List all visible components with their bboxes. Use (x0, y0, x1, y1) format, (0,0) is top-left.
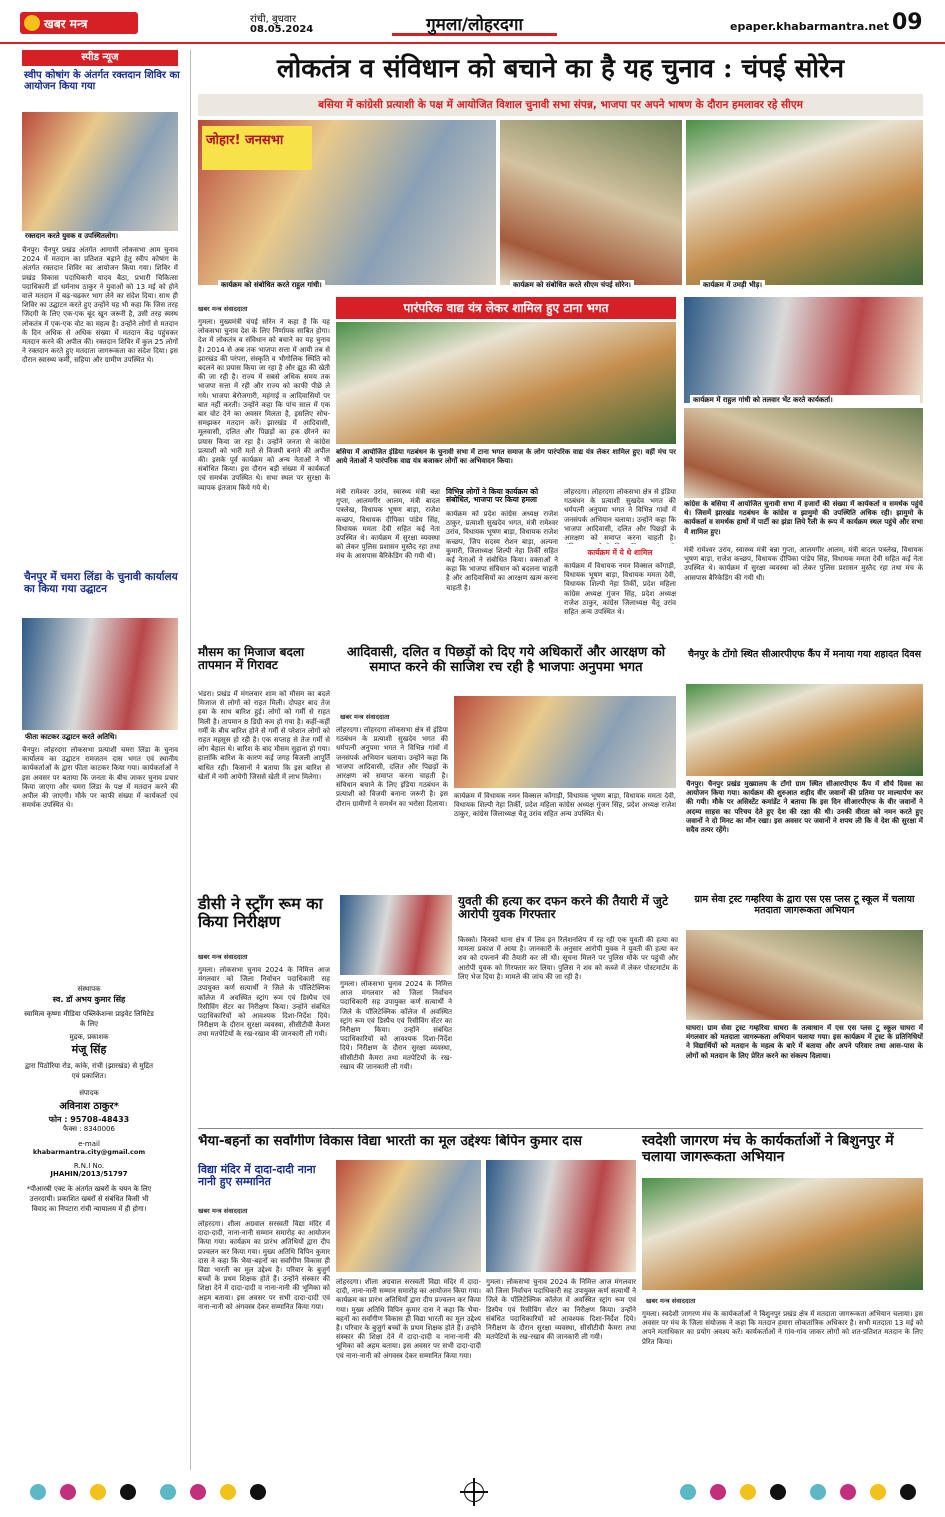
dc-photo (340, 895, 452, 975)
lead-headline: लोकतंत्र व संविधान को बचाने का है यह चुनाव : चंपई सोरेन (276, 54, 845, 84)
lead-caption1: कार्यक्रम को संबोधित करते राहुल गांधी। (218, 280, 325, 291)
right-caption-sword: कार्यक्रम में राहुल गांधी को तलवार भेंट करते कार्यकर्ता। (690, 395, 920, 406)
lead-photo-rally (198, 120, 496, 285)
swadeshi-byline: खबर मन्त्र संवाददाता (646, 1297, 696, 1305)
weather-body: भंडरा। प्रखंड में मंगलवार शाम को मौसम का बदले मिजाज से लोगों को राहत मिली। दोपहर बाद तेज हवा के साथ बारिश हुई। लोगों को गर्मी से राहत मिली है। तापमान 8 डिग्री कम हो गया है। कहीं-कहीं गर्मी के बीच बारिश होने से गर्मी से परेशान लोगों को राहत महसूस हो रही है। एक सप्ताह से तेज गर्मी से लोग बेहाल थे। बारिश के बाद मौसम सुहाना हो गया। हालांकि बारिश के कारण कई जगह बिजली आपूर्ति बाधित रही। किसानों ने बताया कि इस बारिश से खेतों में नमी आयेगी जिससे खेती में लाभ मिलेगा। (198, 690, 330, 781)
traditional-list-title: कार्यक्रम में ये थे शामिल (587, 548, 653, 557)
lead-photo-crowd (686, 120, 923, 285)
imprint-owner: स्वामित्व कृष्णा मीडिया पब्लिकेशन्स प्राइवेट लिमिटेड के लिए (24, 1010, 154, 1028)
color-dot-black-3 (770, 1484, 786, 1500)
imprint-rni-label: R.N.I No. (73, 1162, 105, 1170)
murder-headline: युवती की हत्या कर दफन करने की तैयारी में जुटे आरोपी युवक गिरफ्तार (458, 894, 668, 922)
color-dot-yellow-4 (870, 1484, 886, 1500)
gramsewa-photo (686, 930, 923, 1020)
imprint-email[interactable]: khabarmantra.city@gmail.com (32, 1148, 146, 1156)
swadeshi-photo (642, 1178, 923, 1290)
lead-body-col2-text: मंत्री रामेश्वर उरांव, स्वास्थ्य मंत्री बन्ना गुप्ता, आलमगीर आलम, मंत्री बादल पत्रलेख, विधायक भूषण बाड़ा, राजेश कच्छप, विधायक दीपिका पांडेय सिंह, विधायक ममता देवी सहित कई नेता उपस्थित थे। कार्यक्रम में सुरक्षा व्यवस्था को लेकर पुलिस प्रशासन मुस्तैद रहा तथा मंच के आसपास बैरिकेडिंग की गयी थी। (336, 488, 440, 561)
anupama-body-col2 (454, 792, 676, 888)
color-dot-magenta-4 (840, 1484, 856, 1500)
color-dot-yellow-3 (740, 1484, 756, 1500)
gramsewa-headline: ग्राम सेवा ट्रस्ट गम्हरिया के द्वारा एस एस प्लस टू स्कूल में चलाया मतदाता जागरूकता अभियान (694, 894, 915, 916)
dc-byline: खबर मन्त्र संवाददाता (198, 953, 248, 961)
story1-photo (22, 112, 178, 234)
lead-photo-cm (500, 120, 682, 285)
story1-body: चैनपुर। चैनपुर प्रखंड अंतर्गत आगामी लोकसभा आम चुनाव 2024 में मतदान का प्रतिशत बढ़ाने हेतु स्वीप कोषांग के अंतर्गत रक्तदान शिविर का आयोजन किया गया। शिविर में प्रखंड विकास पदाधिकारी यादव बैठा, प्रभारी चिकित्सा पदाधिकारी डॉ धर्मनाथ ठाकुर ने युवाओं को 13 मई को होने वाले मतदान में बढ़-चढ़कर भाग लेने का संदेश दिया। साथ ही शिविर का उद्घाटन करते हुए उन्होंने यह भी कहा कि जिस तरह जिंदगी के लिए एक-एक बूंद खून जरूरी है, उसी तरह स्वस्थ लोकतंत्र में एक-एक वोट का महत्व है। उन्होंने लोगों से मतदान के दिन अधिक से अधिक संख्या में मतदान केंद्र पहुंचकर मतदान करने की अपील की। रक्तदान शिविर में कुल 25 लोगों ने रक्तदान करते हुए मतदाता जागरूकता का संदेश दिया। इस दौरान स्वास्थ्य कर्मी, सहिया और ग्रामीण उपस्थित थे। (22, 246, 178, 365)
rally-banner (202, 126, 312, 170)
swadeshi-headline: स्वदेशी जागरण मंच के कार्यकर्ताओं ने बिशुनपुर में चलाया जागरूकता अभियान (642, 1133, 894, 1165)
color-dot-yellow-2 (220, 1484, 236, 1500)
imprint-legal-note: *पीआरबी एक्ट के अंतर्गत खबरों के चयन के लिए उत्तरदायी। प्रकाशित खबरों से संबंधित किसी भी विवाद का निपटारा रांची न्यायालय में ही होगा। (26, 1185, 152, 1213)
imprint-printing: द्वारा पिठोरिया रोड, कांके, रांची (झारखंड) से मुद्रित एवं प्रकाशित। (24, 1062, 154, 1080)
right-body-continued-text: मंत्री रामेश्वर उरांव, स्वास्थ्य मंत्री बन्ना गुप्ता, आलमगीर आलम, मंत्री बादल पत्रलेख, विधायक भूषण बाड़ा, राजेश कच्छप, विधायक दीपिका पांडेय सिंह, विधायक ममता देवी सहित कई नेता उपस्थित थे। कार्यक्रम में सुरक्षा व्यवस्था को लेकर पुलिस प्रशासन मुस्तैद रहा तथा मंच के आसपास बैरिकेडिंग की गयी थी। (684, 546, 923, 582)
traditional-subheadline: विभिन्न लोगों ने किया कार्यक्रम को संबोधित, भाजपा पर किया हमला (446, 487, 539, 505)
gramsewa-body: घाघरा। ग्राम सेवा ट्रस्ट गम्हरिया घाघरा के तत्वाधान में एस एस प्लस टू स्कूल घाघरा में मंगलवार को मतदाता जागरूकता अभियान चलाया गया। इस कार्यक्रम में ट्रस्ट के प्रतिनिधियों ने विद्यार्थियों को मतदान के महत्व के बारे में बताया और अपने परिवार तथा आस-पास के लोगों को मतदान के लिए प्रेरित करने का संकल्प दिलाया। (686, 1024, 923, 1060)
imprint-label-founder: संस्थापक (77, 985, 101, 993)
vidya-top-headline: भैया-बहनों का सर्वांगीण विकास विद्या भारती का मूल उद्देश्यः बिपिन कुमार दास (198, 1134, 582, 1149)
vidya-photo2 (486, 1160, 636, 1272)
traditional-body-col2-text: लोहरदगा। लोहरदगा लोकसभा क्षेत्र से इंडिया गठबंधन के प्रत्याशी सुखदेव भगत की धर्मपत्नी अनुपमा भगत ने विभिन्न गांवों में जनसंपर्क अभियान चलाया। उन्होंने कहा कि भाजपा आदिवासी, दलित और पिछड़ों के आरक्षण को समाप्त करना चाहती है। (564, 488, 676, 543)
anupama-byline: खबर मन्त्र संवाददाता (340, 713, 390, 721)
vidya-photo1 (336, 1160, 481, 1272)
traditional-body-col2 (564, 488, 676, 544)
rally-banner-text: जोहार! जनसभा (206, 133, 284, 148)
right-body-march: कांग्रेस के बसिया में आयोजित चुनावी सभा में हजारों की संख्या में कार्यकर्ता व समर्थक पहुंचे थे। जिसमें झारखंड गठबंधन के कांग्रेस व झामुमो की उपस्थिति अधिक रही। झामुमो के कार्यकर्ता व समर्थक हाथों में पार्टी का झंडा लिये रैली के रूप में कार्यक्रम स्थल पहुंचे और सभा में शामिल हुए। (684, 500, 923, 536)
anupama-headline: आदिवासी, दलित व पिछड़ों को दिए गये अधिकारों और आरक्षण को समाप्त करने की साजिश रच रही है भाजपाः अनुपमा भगत (346, 645, 666, 675)
lead-caption2: कार्यक्रम को संबोधित करते सीएम चंपई सोरेन। (510, 280, 634, 291)
traditional-list-body: कार्यक्रम में विधायक नमन विक्सल कोंगाड़ी, विधायक भूषण बाड़ा, विधायक ममता देवी, विधायक शिल्पी नेहा तिर्की, प्रदेश महिला कांग्रेस अध्यक्ष गुंजन सिंह, प्रदेश अध्यक्ष राजेश ठाकुर, कांग्रेस जिलाध्यक्ष चैतू उरांव सहित अन्य उपस्थित थे। (564, 562, 676, 617)
color-dot-magenta (60, 1484, 76, 1500)
crpf-photo (686, 684, 923, 776)
lead-body: गुमला। मुख्यमंत्री चंपई सोरेन ने कहा है कि यह लोकसभा चुनाव देश के लिए निर्णायक साबित होगा। देश में लोकतंत्र व संविधान को बचाने का यह चुनाव है। 2014 से अब तक भाजपा सत्ता में आयी तब से झारखंड की परंपरा, संस्कृति व भौगोलिक स्थिति को बदलने का प्रयास किया जा रहा है और झूठ की खेती की जा रही है। राज्य में सबसे अधिक समय तक भाजपा सत्ता में रही और राज्य को काफी पीछे ले गये। भाजपा बेरोजगारी, महंगाई व आदिवासियों पर बात नहीं करती। उन्होंने कहा कि पांच साल में एक बार वोट देने का अवसर मिलता है, इसलिए सोच-समझकर मतदान करें। झारखंड में आदिवासी, मूलवासी, दलित और पिछड़ों का हक छीनने का प्रयास किया जा रहा है। उन्होंने जनता से कांग्रेस प्रत्याशी को भारी मतों से विजयी बनाने की अपील की। इसके पूर्व कार्यक्रम को अन्य नेताओं ने भी संबोधित किया। इस दौरान बड़ी संख्या में कार्यकर्ता एवं समर्थक उपस्थित थे। सभा स्थल पर सुरक्षा के व्यापक इंतजाम किये गये थे। (198, 318, 330, 492)
speed-news-label: स्पीड न्यूज (22, 50, 178, 66)
lead-caption3: कार्यक्रम में उमड़ी भीड़। (700, 280, 765, 291)
color-dot-yellow (90, 1484, 106, 1500)
bottom-divider (198, 1128, 923, 1129)
imprint-email-label: e-mail (78, 1140, 100, 1148)
imprint-label-editor: संपादक (79, 1089, 99, 1097)
masthead (0, 0, 945, 44)
color-dot-cyan-2 (160, 1484, 176, 1500)
color-dot-cyan-4 (810, 1484, 826, 1500)
brand-name: खबर मन्त्र (44, 17, 88, 31)
lead-byline: खबर मन्त्र संवाददाता (198, 305, 248, 313)
story1-caption: रक्तदान करते युवक व उपस्थितलोग। (22, 231, 178, 242)
vidya-body-col2-text: लोहरदगा। शीला अग्रवाल सरस्वती विद्या मंदिर में दादा-दादी, नाना-नानी सम्मान समारोह का आयोजन किया गया। कार्यक्रम का प्रारंभ अतिथियों द्वारा दीप प्रज्वलन कर किया गया। मुख्य अतिथि विपिन कुमार दास ने कहा कि भैया-बहनों का सर्वांगीण विकास ही विद्या भारती का मूल उद्देश्य है। परिवार के बुजुर्ग बच्चों के प्रथम शिक्षक होते हैं। उन्होंने संस्कार की शिक्षा देने में दादा-दादी व नाना-नानी की भूमिका को अहम बताया। इस अवसर पर सभी दादा-दादी एवं नाना-नानी को अंगवस्त्र देकर सम्मानित किया गया। (336, 1278, 481, 1360)
imprint-editor: अविनाश ठाकुर* (59, 1101, 119, 1112)
imprint-publisher: मंजू सिंह (71, 1043, 107, 1056)
color-dot-magenta-3 (710, 1484, 726, 1500)
color-dot-black (120, 1484, 136, 1500)
color-dot-magenta-2 (190, 1484, 206, 1500)
imprint-label-publisher: मुद्रक, प्रकाशक (69, 1033, 109, 1041)
traditional-body: कार्यक्रम को प्रदेश कांग्रेस अध्यक्ष राजेश ठाकुर, प्रत्याशी सुखदेव भगत, मंत्री रामेश्वर उरांव, विधायक भूषण बाड़ा, विधायक राजेश कच्छप, जिप सदस्य रोशन बाड़ा, अल्पना कुमारी, जिलाध्यक्ष शिल्पी नेहा तिर्की सहित कई नेताओं ने संबोधित किया। वक्ताओं ने कहा कि भाजपा संविधान को बदलना चाहती है और आदिवासियों का आरक्षण खत्म करना चाहती है। (446, 510, 558, 592)
page-number: 09 (892, 10, 923, 35)
story2-headline: चैनपुर में चमरा लिंडा के चुनावी कार्यालय का किया गया उद्घाटन (24, 571, 178, 595)
right-body-continued (684, 546, 923, 638)
vidya-body-col3 (486, 1278, 636, 1470)
weather-headline: मौसम का मिजाज बदला तापमान में गिरावट (198, 645, 305, 673)
dc-body: गुमला। लोकसभा चुनाव 2024 के निमित्त आज मंगलवार को जिला निर्वाचन पदाधिकारी सह उपायुक्त कर्ण सत्यार्थी ने जिले के पॉलिटेक्निक कॉलेज में अवस्थित स्ट्रांग रूम एवं डिस्पैच एवं रिसीविंग सेंटर का निरीक्षण किया। उन्होंने संबंधित पदाधिकारियों को आवश्यक दिशा-निर्देश दिये। निरीक्षण के दौरान सुरक्षा व्यवस्था, सीसीटीवी कैमरा तथा मतपेटियों के रख-रखाव की जानकारी ली गयी। (198, 966, 330, 1039)
crpf-headline: चैनपुर के टोंगो स्थित सीआरपीएफ कैंप में मनाया गया शहादत दिवस (687, 649, 922, 660)
anupama-body: लोहरदगा। लोहरदगा लोकसभा क्षेत्र से इंडिया गठबंधन के प्रत्याशी सुखदेव भगत की धर्मपत्नी अनुपमा भगत ने विभिन्न गांवों में जनसंपर्क अभियान चलाया। उन्होंने कहा कि भाजपा आदिवासी, दलित और पिछड़ों के आरक्षण को समाप्त करना चाहती है। संविधान बचाने के लिए इंडिया गठबंधन के प्रत्याशी को विजयी बनाना जरूरी है। इस दौरान ग्रामीणों ने समर्थन का भरोसा दिलाया। (336, 726, 448, 808)
murder-body: किस्को। किस्को थाना क्षेत्र में लिव इन रिलेशनशिप में रह रही एक युवती की हत्या का मामला प्रकाश में आया है। जानकारी के अनुसार आरोपी युवक ने युवती की हत्या कर शव को दफनाने की तैयारी कर ली थी। सूचना मिलने पर पुलिस मौके पर पहुंची और आरोपी युवक को गिरफ्तार कर लिया। पुलिस ने शव को कब्जे में लेकर पोस्टमार्टम के लिए भेज दिया है। मामले की जांच की जा रही है। (458, 936, 678, 981)
brand-logo-icon (24, 15, 40, 31)
anupama-photo (454, 696, 676, 788)
vidya-body-col3-text: गुमला। लोकसभा चुनाव 2024 के निमित्त आज मंगलवार को जिला निर्वाचन पदाधिकारी सह उपायुक्त कर्ण सत्यार्थी ने जिले के पॉलिटेक्निक कॉलेज में अवस्थित स्ट्रांग रूम एवं डिस्पैच एवं रिसीविंग सेंटर का निरीक्षण किया। उन्होंने संबंधित पदाधिकारियों को आवश्यक दिशा-निर्देश दिये। निरीक्षण के दौरान सुरक्षा व्यवस्था, सीसीटीवी कैमरा तथा मतपेटियों के रख-रखाव की जानकारी ली गयी। (486, 1278, 636, 1342)
registration-marks (0, 1478, 945, 1508)
right-photo-march (684, 408, 923, 498)
anupama-body-col2-text: कार्यक्रम में विधायक नमन विक्सल कोंगाड़ी, विधायक भूषण बाड़ा, विधायक ममता देवी, विधायक शिल्पी नेहा तिर्की, प्रदेश महिला कांग्रेस अध्यक्ष गुंजन सिंह, प्रदेश अध्यक्ष राजेश ठाकुर, कांग्रेस जिलाध्यक्ष चैतू उरांव सहित अन्य उपस्थित थे। (454, 792, 676, 819)
section-title: गुमला/लोहरदगा (392, 12, 557, 36)
right-photo-sword (684, 297, 923, 403)
crpf-body: चैनपुर। चैनपुर प्रखंड मुख्यालय के टोंगो ग्राम स्थित सीआरपीएफ कैंप में शौर्य दिवस का आयोजन किया गया। कार्यक्रम की शुरुआत शहीद वीर जवानों की प्रतिमा पर माल्यार्पण कर की गयी। मौके पर असिस्टेंट कमांडेंट ने बताया कि इस दिन सीआरपीएफ के वीर जवानों ने अदम्य साहस का परिचय देते हुए देश की रक्षा की थी। उनकी वीरता को नमन करते हुए जवानों ने दो मिनट का मौन रखा। इस अवसर पर जवानों ने शपथ ली कि वे देश की सुरक्षा में सदैव तत्पर रहेंगे। (686, 780, 923, 835)
imprint-founder: स्व. डॉ अभय कुमार सिंह (52, 995, 126, 1004)
dc-headline: डीसी ने स्ट्रॉंग रूम का किया निरीक्षण (198, 894, 323, 931)
vidya-body-col2 (336, 1278, 481, 1470)
story2-photo (22, 618, 178, 730)
dc-body-col2-text: गुमला। लोकसभा चुनाव 2024 के निमित्त आज मंगलवार को जिला निर्वाचन पदाधिकारी सह उपायुक्त कर्ण सत्यार्थी ने जिले के पॉलिटेक्निक कॉलेज में अवस्थित स्ट्रांग रूम एवं डिस्पैच एवं रिसीविंग सेंटर का निरीक्षण किया। उन्होंने संबंधित पदाधिकारियों को आवश्यक दिशा-निर्देश दिये। निरीक्षण के दौरान सुरक्षा व्यवस्था, सीसीटीवी कैमरा तथा मतपेटियों के रख-रखाव की जानकारी ली गयी। (340, 980, 452, 1071)
header-city: रांची, बुधवार (250, 14, 297, 25)
swadeshi-body: गुमला। स्वदेशी जागरण मंच के कार्यकर्ताओं ने बिशुनपुर प्रखंड क्षेत्र में मतदाता जागरूकता अभियान चलाया। इस अवसर पर मंच के जिला संयोजक ने कहा कि मतदान हमारा लोकतांत्रिक अधिकार है। सभी मतदाता 13 मई को अपने मताधिकार का प्रयोग अवश्य करें। कार्यकर्ताओं ने गांव-गांव जाकर लोगों को शत-प्रतिशत मतदान के लिए प्रेरित किया। (642, 1310, 923, 1346)
color-dot-black-2 (250, 1484, 266, 1500)
lead-body-col2 (336, 488, 440, 638)
imprint-rni-number: JHAHIN/2013/51797 (50, 1170, 128, 1178)
story2-body: चैनपुर। लोहरदगा लोकसभा प्रत्याशी चमरा लिंडा के चुनाव कार्यालय का उद्घाटन रामजतन दास भगत एवं स्थानीय कार्यकर्ताओं के द्वारा फीता काटकर किया गया। कार्यकर्ताओं ने इस अवसर पर बताया कि जनता के बीच जाकर चुनाव प्रचार किया जाएगा और चमरा लिंडा के पक्ष में मतदान करने की अपील की जाएगी। मौके पर काफी संख्या में कार्यकर्ता एवं समर्थक उपस्थित थे। (22, 746, 178, 810)
header-date: 08.05.2024 (250, 24, 314, 35)
lead-subhead: बसिया में कांग्रेसी प्रत्याशी के पक्ष में आयोजित विशाल चुनावी सभा संपन्न, भाजपा पर अपने भाषण के दौरान हमलावर रहे सीएम (198, 94, 923, 116)
traditional-caption: बसिया में आयोजित इंडिया गठबंधन के चुनावी सभा में टाना भगत समाज के लोग पारंपरिक वाद्य यंत्र लेकर शामिल हुए। वहीं मंच पर आये नेताओं ने पारंपरिक वाद्य यंत्र बजाकर लोगों का अभिवादन किया। (336, 448, 676, 466)
vidya-body: लोहरदगा। शीला अग्रवाल सरस्वती विद्या मंदिर में दादा-दादी, नाना-नानी सम्मान समारोह का आयोजन किया गया। कार्यक्रम का प्रारंभ अतिथियों द्वारा दीप प्रज्वलन कर किया गया। मुख्य अतिथि विपिन कुमार दास ने कहा कि भैया-बहनों का सर्वांगीण विकास ही विद्या भारती का मूल उद्देश्य है। परिवार के बुजुर्ग बच्चों के प्रथम शिक्षक होते हैं। उन्होंने संस्कार की शिक्षा देने में दादा-दादी व नाना-नानी की भूमिका को अहम बताया। इस अवसर पर सभी दादा-दादी एवं नाना-नानी को अंगवस्त्र देकर सम्मानित किया गया। (198, 1220, 330, 1311)
vidya-byline: खबर मन्त्र संवाददाता (198, 1207, 248, 1215)
traditional-photo (336, 322, 676, 444)
story1-headline: स्वीप कोषांग के अंतर्गत रक्तदान शिविर का आयोजन किया गया (24, 70, 180, 93)
imprint-box (22, 985, 156, 1475)
imprint-phone: फोन : 95708-48433 (48, 1115, 130, 1124)
story2-caption: फीता काटकर उद्घाटन करते अतिथि। (22, 732, 178, 743)
traditional-headline: पारंपरिक वाद्य यंत्र लेकर शामिल हुए टाना भगत (336, 297, 676, 319)
dc-body-col2 (340, 980, 452, 1124)
color-dot-black-4 (900, 1484, 916, 1500)
color-dot-cyan-3 (680, 1484, 696, 1500)
left-column-divider (190, 50, 191, 1470)
vidya-headline: विद्या मंदिर में दादा-दादी नाना नानी हुए सम्मानित (198, 1163, 316, 1189)
color-dot-cyan (30, 1484, 46, 1500)
imprint-fax: फैक्स : 8340006 (63, 1125, 115, 1133)
website-link[interactable]: epaper.khabarmantra.net (730, 20, 889, 33)
crosshair-v (473, 1478, 475, 1506)
